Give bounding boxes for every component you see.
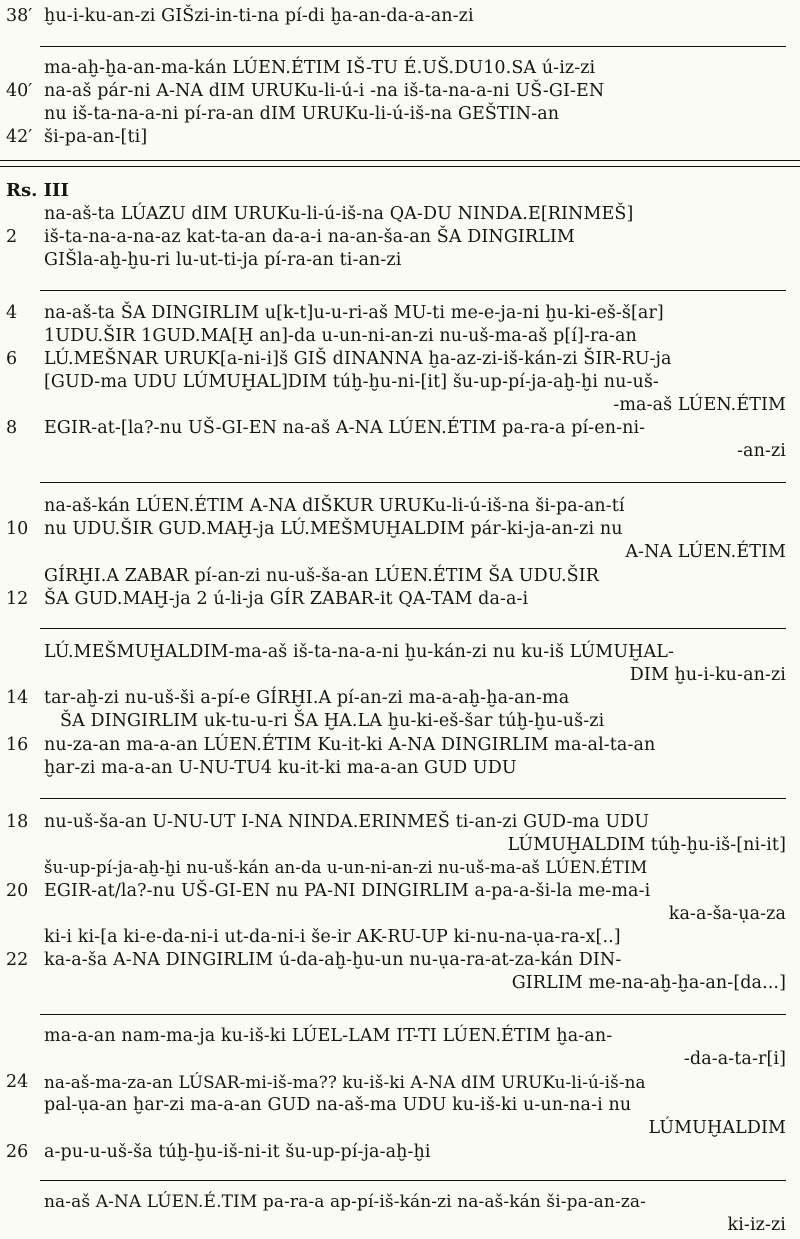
line-number-22: 22 — [6, 950, 29, 970]
text-line: šu-up-pí-ja-aḫ-ḫi nu-uš-kán an-da u-un-ni-an-zi nu-uš-ma-aš LÚEN.ÉTIM — [44, 858, 648, 877]
text-line: ŠA DINGIRLIM uk-tu-u-ri ŠA ḪA.LA ḫu-ki-eš-šar túḫ-ḫu-uš-zi — [60, 711, 605, 731]
text-line-continuation: ki-iz-zi — [727, 1215, 786, 1235]
section-divider — [40, 1014, 786, 1015]
text-line-continuation: GIRLIM me-na-aḫ-ḫa-an-[da...] — [511, 973, 786, 993]
line-number-20: 20 — [6, 881, 29, 901]
text-line: 1UDU.ŠIR 1GUD.MA[Ḫ an]-da u-un-ni-an-zi nu-uš-ma-aš p[í]-ra-an — [44, 326, 637, 346]
text-line: [GUD-ma UDU LÚMUḪAL]DIM túḫ-ḫu-ni-[it] šu-up-pí-ja-aḫ-ḫi nu-uš- — [44, 372, 659, 392]
line-number-14: 14 — [6, 688, 29, 708]
text-line-continuation: LÚMUḪALDIM túḫ-ḫu-iš-[ni-it] — [507, 835, 786, 855]
text-line-continuation: ka-a-ša-ụa-za — [668, 904, 786, 924]
text-line: ŠA GUD.MAḪ-ja 2 ú-li-ja GÍR ZABAR-it QA-TAM da-a-i — [44, 589, 529, 609]
section-divider — [40, 1180, 786, 1181]
text-line: ši-pa-an-[ti] — [44, 127, 148, 147]
section-divider — [40, 290, 786, 291]
text-line: na-aš-ma-za-an LÚSAR-mi-iš-ma?? ku-iš-ki A-NA dIM URUKu-li-ú-iš-na — [44, 1072, 646, 1092]
text-line-continuation: -da-a-ta-r[i] — [683, 1049, 786, 1069]
text-line: na-aš-ta ŠA DINGIRLIM u[k-t]u-u-ri-aš MU-ti me-e-ja-ni ḫu-ki-eš-š[ar] — [44, 303, 664, 323]
line-number-12: 12 — [6, 589, 29, 609]
text-line: GIŠla-aḫ-ḫu-ri lu-ut-ti-ja pí-ra-an ti-an-zi — [44, 250, 402, 270]
reverse-column-header: Rs. III — [6, 180, 69, 201]
line-number-4: 4 — [6, 303, 18, 323]
text-line: nu UDU.ŠIR GUD.MAḪ-ja LÚ.MEŠMUḪALDIM pár-ki-ja-an-zi nu — [44, 519, 623, 539]
text-line: GÍRḪI.A ZABAR pí-an-zi nu-uš-ša-an LÚEN.ÉTIM ŠA UDU.ŠIR — [44, 566, 599, 586]
line-number-18: 18 — [6, 812, 29, 832]
text-line: LÚ.MEŠNAR URUK[a-ni-i]š GIŠ dINANNA ḫa-az-zi-iš-kán-zi ŠIR-RU-ja — [44, 349, 672, 369]
line-number-6: 6 — [6, 349, 18, 369]
text-line: nu-uš-ša-an U-NU-UT I-NA NINDA.ERINMEŠ ti-an-zi GUD-ma UDU — [44, 812, 650, 832]
line-number-42: 42′ — [6, 127, 33, 147]
text-line: ki-i ki-[a ki-e-da-ni-i ut-da-ni-i še-ir AK-RU-UP ki-nu-na-ụa-ra-x[..] — [44, 927, 621, 947]
text-line: LÚ.MEŠMUḪALDIM-ma-aš iš-ta-na-a-ni ḫu-kán-zi nu ku-iš LÚMUḪAL- — [44, 642, 674, 662]
line-number-16: 16 — [6, 735, 29, 755]
section-divider — [40, 798, 786, 799]
line-number-26: 26 — [6, 1142, 29, 1162]
text-line: a-pu-u-uš-ša túḫ-ḫu-iš-ni-it šu-up-pí-ja-aḫ-ḫi — [44, 1142, 431, 1162]
line-number-2: 2 — [6, 227, 18, 247]
text-line: ka-a-ša A-NA DINGIRLIM ú-da-aḫ-ḫu-un nu-ụa-ra-at-za-kán DIN- — [44, 950, 622, 970]
text-line: pal-ụa-an ḫar-zi ma-a-an GUD na-aš-ma UDU ku-iš-ki u-un-na-i nu — [44, 1095, 632, 1115]
text-line-continuation: LÚMUḪALDIM — [648, 1118, 786, 1138]
text-line: na-aš A-NA LÚEN.É.TIM pa-ra-a ap-pí-iš-kán-zi na-aš-kán ši-pa-an-za- — [44, 1192, 646, 1212]
line-number-38: 38′ — [6, 6, 33, 26]
line-number-40: 40′ — [6, 81, 33, 101]
section-divider — [40, 628, 786, 629]
line-number-8: 8 — [6, 418, 18, 438]
text-line: na-aš pár-ni A-NA dIM URUKu-li-ú-i -na iš-ta-na-a-ni UŠ-GI-EN — [44, 81, 605, 101]
text-line-continuation: DIM ḫu-i-ku-an-zi — [629, 665, 786, 685]
line-number-24: 24 — [6, 1072, 29, 1092]
text-line: ma-a-an nam-ma-ja ku-iš-ki LÚEL-LAM IT-TI LÚEN.ÉTIM ḫa-an- — [44, 1026, 613, 1046]
section-divider — [40, 482, 786, 483]
text-line: nu iš-ta-na-a-ni pí-ra-an dIM URUKu-li-ú-iš-na GEŠTIN-an — [44, 104, 560, 124]
text-line: nu-za-an ma-a-an LÚEN.ÉTIM Ku-it-ki A-NA DINGIRLIM ma-al-ta-an — [44, 735, 656, 755]
text-line-continuation: -ma-aš LÚEN.ÉTIM — [613, 395, 786, 415]
text-line: ḫar-zi ma-a-an U-NU-TU4 ku-it-ki ma-a-an GUD UDU — [44, 758, 517, 778]
section-divider — [40, 46, 786, 47]
text-line: tar-aḫ-zi nu-uš-ši a-pí-e GÍRḪI.A pí-an-zi ma-a-aḫ-ḫa-an-ma — [44, 688, 570, 708]
text-line: ma-aḫ-ḫa-an-ma-kán LÚEN.ÉTIM IŠ-TU É.UŠ.DU10.SA ú-iz-zi — [44, 58, 596, 78]
text-line: ḫu-i-ku-an-zi GIŠzi-in-ti-na pí-di ḫa-an-da-a-an-zi — [44, 6, 474, 26]
text-line-continuation: -an-zi — [737, 441, 786, 461]
section-double-divider — [0, 160, 800, 167]
text-line-continuation: A-NA LÚEN.ÉTIM — [625, 542, 786, 562]
text-line: EGIR-at/la?-nu UŠ-GI-EN nu PA-NI DINGIRLIM a-pa-a-ši-la me-ma-i — [44, 881, 651, 901]
text-line: EGIR-at-[la?-nu UŠ-GI-EN na-aš A-NA LÚEN.ÉTIM pa-ra-a pí-en-ni- — [44, 418, 646, 438]
text-line: na-aš-kán LÚEN.ÉTIM A-NA dIŠKUR URUKu-li-ú-iš-na ši-pa-an-tí — [44, 496, 625, 516]
text-line: iš-ta-na-a-na-az kat-ta-an da-a-i na-an-ša-an ŠA DINGIRLIM — [44, 227, 575, 247]
text-line: na-aš-ta LÚAZU dIM URUKu-li-ú-iš-na QA-DU NINDA.E[RINMEŠ] — [44, 204, 634, 224]
line-number-10: 10 — [6, 519, 29, 539]
